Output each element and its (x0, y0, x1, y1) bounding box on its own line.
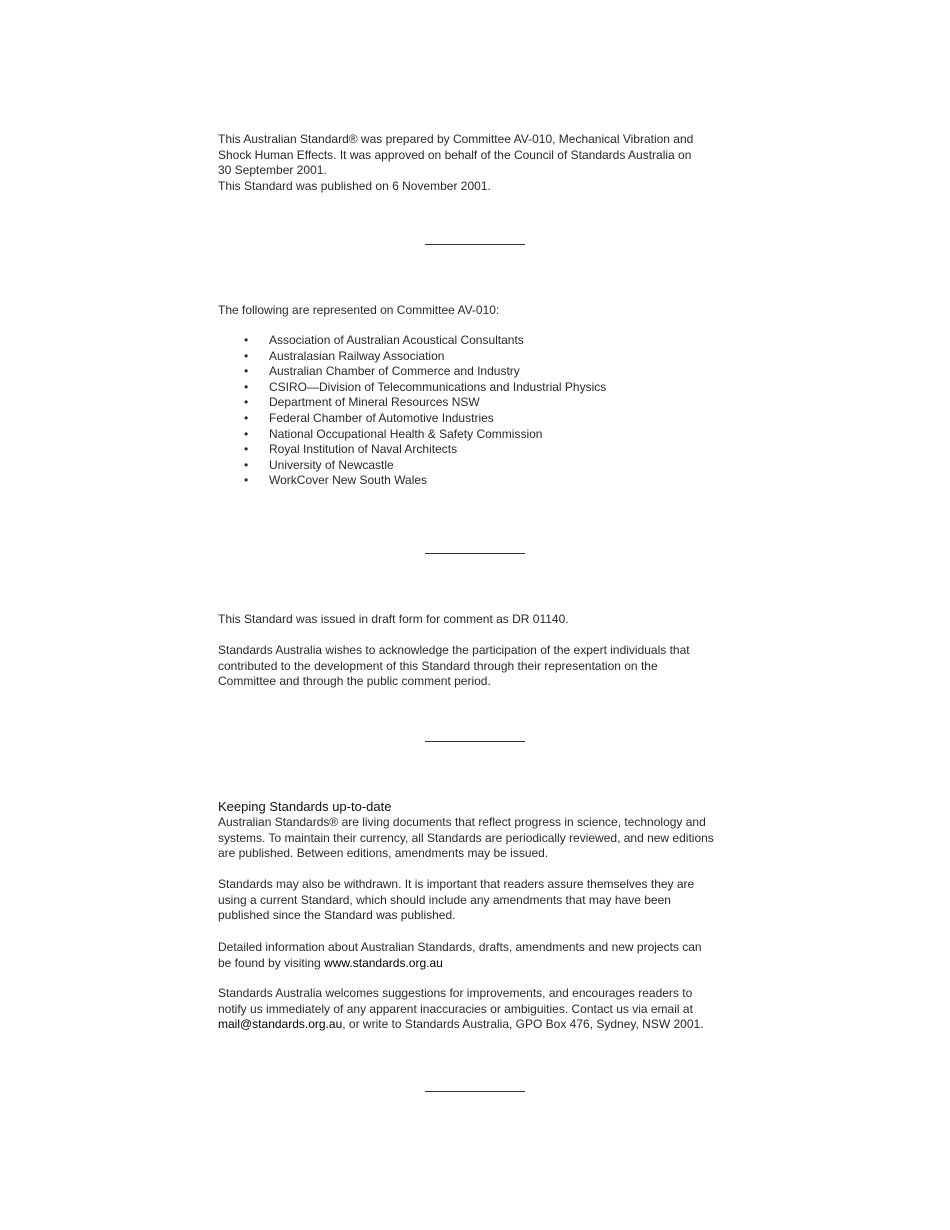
bullet-icon: • (244, 364, 249, 379)
text-line: published since the Standard was published. (218, 908, 456, 923)
bullet-icon: • (244, 473, 249, 488)
text-line: Standards may also be withdrawn. It is important that readers assure themselves they are (218, 877, 695, 891)
bullet-icon: • (244, 426, 249, 441)
bullet-icon: • (244, 410, 249, 425)
text-line: 30 September 2001. (218, 163, 327, 178)
member-name: Australasian Railway Association (269, 348, 445, 363)
bullet-icon: • (244, 457, 249, 472)
member-name: Department of Mineral Resources NSW (269, 395, 480, 410)
text-line: Detailed information about Australian Standards, drafts, amendments and new projects can (218, 940, 702, 954)
text-line: are published. Between editions, amendments may be issued. (218, 846, 549, 861)
divider (425, 1091, 525, 1092)
text-line: Committee and through the public comment period. (218, 674, 491, 689)
bullet-icon: • (244, 333, 249, 347)
keeping-paragraph-4 (218, 986, 748, 1033)
member-name: National Occupational Health & Safety Commission (269, 426, 543, 441)
member-name: WorkCover New South Wales (269, 473, 428, 488)
keeping-heading: Keeping Standards up-to-date (218, 799, 392, 814)
draft-notice: This Standard was issued in draft form for comment as DR 01140. (218, 612, 569, 626)
text-line (218, 956, 748, 972)
text-fragment: be found by visiting (218, 955, 325, 970)
member-name: Association of Australian Acoustical Consultants (269, 333, 524, 347)
bullet-icon: • (244, 379, 249, 394)
bullet-icon: • (244, 442, 249, 457)
member-name: CSIRO—Division of Telecommunications and Industrial Physics (269, 379, 607, 394)
text-line: Standards Australia welcomes suggestions for improvements, and encourages readers to (218, 986, 693, 1000)
preparation-paragraph (218, 132, 748, 194)
keeping-paragraph-3 (218, 940, 748, 971)
text-line: Standards Australia wishes to acknowledge the participation of the expert individuals that (218, 643, 690, 657)
text-fragment: , or write to Standards Australia, GPO Box 476, Sydney, NSW 2001. (342, 1017, 704, 1032)
member-name: Federal Chamber of Automotive Industries (269, 410, 494, 425)
member-name: Royal Institution of Naval Architects (269, 442, 458, 457)
email-link[interactable]: mail@standards.org.au (218, 1017, 343, 1032)
committee-intro: The following are represented on Committee AV-010: (218, 303, 500, 317)
text-line: notify us immediately of any apparent inaccuracies or ambiguities. Contact us via email at (218, 1001, 693, 1016)
text-line: This Australian Standard® was prepared by Committee AV-010, Mechanical Vibration and (218, 132, 694, 146)
text-line (218, 1017, 748, 1033)
text-line: contributed to the development of this Standard through their representation on the (218, 658, 658, 673)
bullet-icon: • (244, 395, 249, 410)
divider (425, 741, 525, 742)
text-line: Australian Standards® are living documents that reflect progress in science, technology and (218, 815, 706, 829)
text-line: using a current Standard, which should include any amendments that may have been (218, 892, 671, 907)
website-link[interactable]: www.standards.org.au (324, 955, 443, 970)
divider (425, 244, 525, 245)
member-name: Australian Chamber of Commerce and Industry (269, 364, 520, 379)
keeping-paragraph-2 (218, 877, 748, 924)
text-line: This Standard was published on 6 November 2001. (218, 178, 491, 193)
divider (425, 553, 525, 554)
keeping-paragraph-1 (218, 815, 748, 862)
text-line: Shock Human Effects. It was approved on behalf of the Council of Standards Australia on (218, 147, 692, 162)
text-line: systems. To maintain their currency, all Standards are periodically reviewed, and new editions (218, 830, 714, 845)
member-name: University of Newcastle (269, 457, 394, 472)
bullet-icon: • (244, 348, 249, 363)
acknowledgement-paragraph (218, 643, 748, 690)
